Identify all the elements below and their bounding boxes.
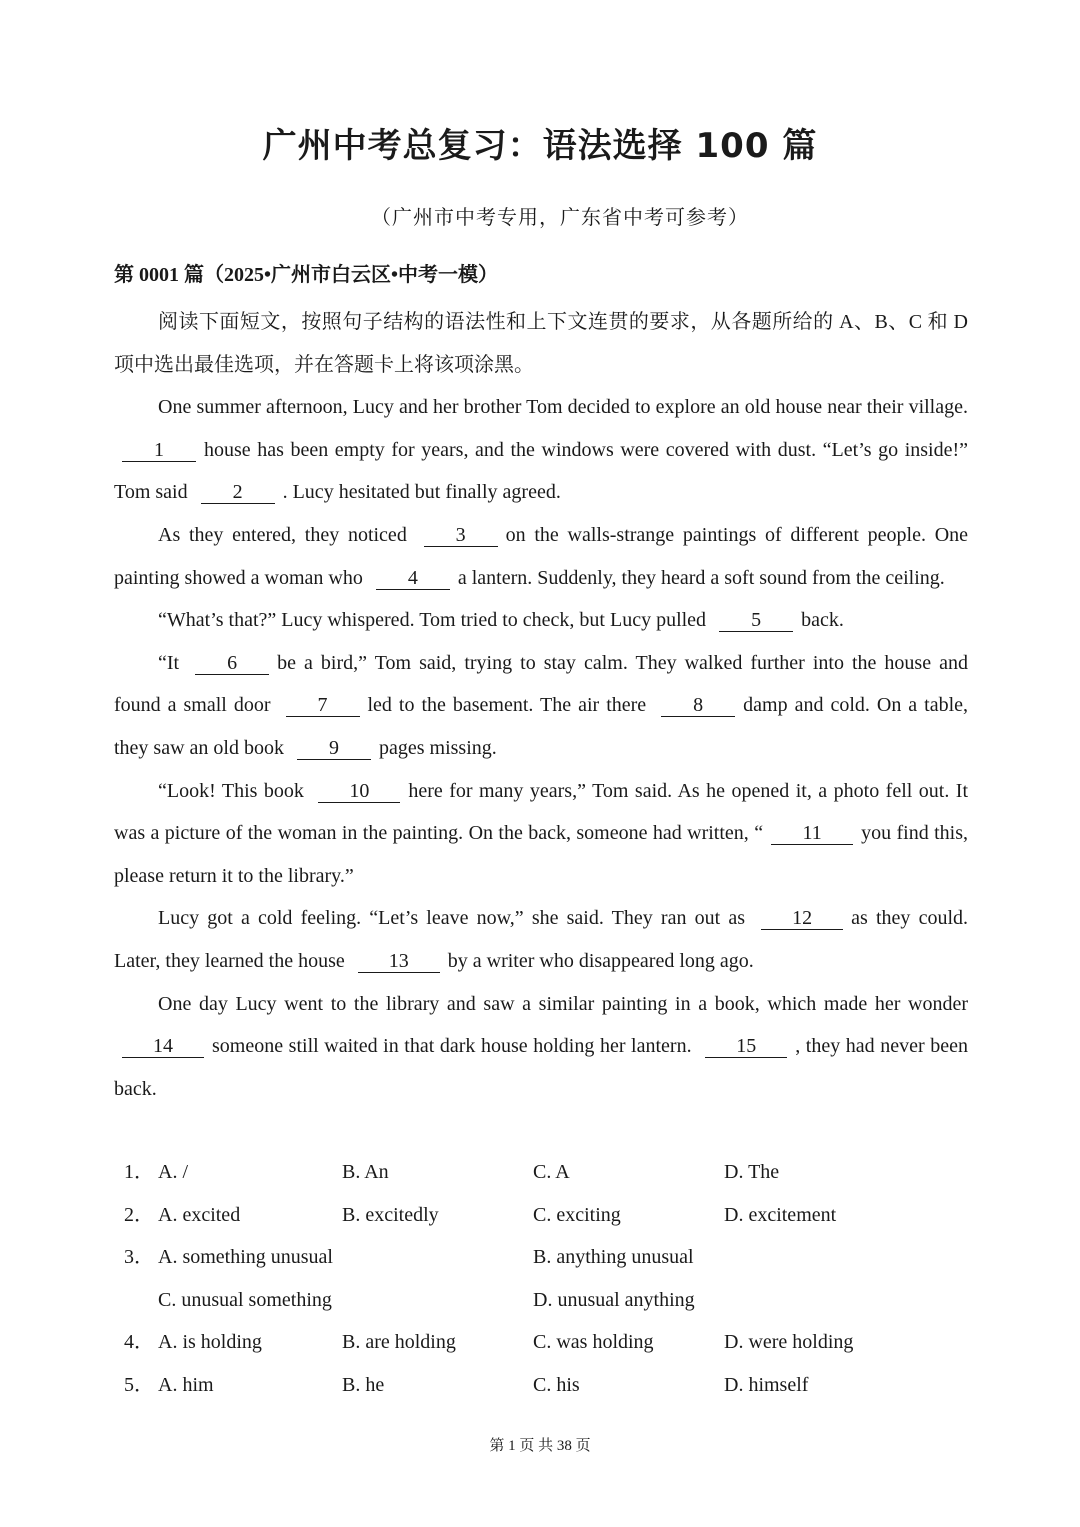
passage-paragraph xyxy=(114,642,968,770)
passage-text: damp and cold. On a table, they saw an old book xyxy=(114,694,969,759)
passage-paragraph xyxy=(114,770,968,898)
passage-text: “Look! This book xyxy=(158,779,304,802)
page-footer: 第 1 页 共 38 页 xyxy=(489,1438,591,1454)
blank-1: 1 xyxy=(122,439,196,462)
passage-text: . Lucy hesitated but finally agreed. xyxy=(282,481,561,504)
passage-text: you find this, please return it to the library.” xyxy=(114,822,968,887)
passage-text: Lucy got a cold feeling. “Let’s leave now,” she said. They ran out as xyxy=(158,907,745,930)
document-title: 广州中考总复习：语法选择 100 篇 xyxy=(262,126,818,166)
passage-paragraph xyxy=(114,514,968,599)
passage-text: One summer afternoon, Lucy and her brother Tom decided to explore an old house near their village. xyxy=(158,396,968,419)
option-a: A. / xyxy=(158,1161,188,1183)
passage-text: be a bird,” Tom said, trying to stay calm. They walked further into the house and found a small door xyxy=(114,651,968,717)
passage-text: here for many years,” Tom said. As he opened it, a photo fell out. It was a picture of the woman in the painting. On the back, someone had written, “ xyxy=(114,779,969,845)
question-number: 5． xyxy=(124,1373,154,1396)
question-number: 1． xyxy=(124,1161,154,1183)
answer-options xyxy=(124,1151,974,1407)
blank-11: 11 xyxy=(771,822,853,845)
passage-paragraph xyxy=(114,983,968,1111)
question-number: 4． xyxy=(124,1331,154,1354)
passage-text: pages missing. xyxy=(378,736,497,759)
passage-text: led to the basement. The air there xyxy=(367,694,647,717)
option-b: B. An xyxy=(342,1161,389,1183)
option-d: D. excitement xyxy=(724,1203,837,1226)
blank-13: 13 xyxy=(358,950,440,973)
option-c: C. exciting xyxy=(533,1203,621,1226)
passage-text: “It xyxy=(158,651,180,674)
option-c: C. his xyxy=(533,1373,580,1396)
option-c: C. was holding xyxy=(533,1331,654,1354)
blank-2: 2 xyxy=(201,481,275,504)
option-d: D. The xyxy=(724,1161,780,1183)
passage-body xyxy=(114,301,968,1110)
blank-10: 10 xyxy=(318,780,400,803)
option-row-1 xyxy=(124,1151,974,1194)
instructions-paragraph: 阅读下面短文，按照句子结构的语法性和上下文连贯的要求，从各题所给的 A、B、C 和 D 项中选出最佳选项，并在答题卡上将该项涂黑。 xyxy=(114,311,968,376)
passage-text: as they could. Later, they learned the house xyxy=(114,907,968,972)
blank-6: 6 xyxy=(195,652,269,675)
option-row-3-cont xyxy=(124,1279,974,1322)
passage-text: someone still waited in that dark house holding her lantern. xyxy=(212,1035,692,1058)
option-a: A. is holding xyxy=(158,1331,262,1354)
option-d: D. unusual anything xyxy=(533,1288,695,1311)
option-b: B. excitedly xyxy=(342,1203,439,1226)
option-a: A. him xyxy=(158,1373,214,1396)
question-number: 2． xyxy=(124,1203,154,1226)
passage-text: As they entered, they noticed xyxy=(158,523,407,546)
document-subtitle: （广州市中考专用，广东省中考可参考） xyxy=(371,207,749,229)
passage-text: , they had never been back. xyxy=(114,1035,969,1100)
passage-paragraph xyxy=(114,897,968,982)
passage-text: One day Lucy went to the library and saw a similar painting in a book, which made her wonder xyxy=(158,992,968,1015)
blank-5: 5 xyxy=(719,609,793,632)
option-row-3 xyxy=(124,1236,974,1279)
section-heading: 第 0001 篇（2025•广州市白云区•中考一模） xyxy=(114,264,499,286)
option-b: B. anything unusual xyxy=(533,1246,694,1269)
blank-3: 3 xyxy=(424,524,498,547)
option-b: B. he xyxy=(342,1373,385,1396)
passage-paragraph xyxy=(114,599,968,642)
blank-7: 7 xyxy=(286,694,360,717)
passage-text: “What’s that?” Lucy whispered. Tom tried to check, but Lucy pulled xyxy=(158,609,707,632)
passage-text: house has been empty for years, and the windows were covered with dust. “Let’s go inside!” Tom said xyxy=(114,438,968,504)
blank-9: 9 xyxy=(297,737,371,760)
option-row-4 xyxy=(124,1321,974,1364)
blank-8: 8 xyxy=(661,694,735,717)
option-d: D. himself xyxy=(724,1373,809,1396)
option-b: B. are holding xyxy=(342,1331,456,1354)
option-a: A. excited xyxy=(158,1203,241,1226)
blank-15: 15 xyxy=(705,1035,787,1058)
option-a: A. something unusual xyxy=(158,1246,333,1269)
blank-12: 12 xyxy=(761,907,843,930)
option-c: C. A xyxy=(533,1161,570,1183)
option-row-2 xyxy=(124,1194,974,1237)
blank-14: 14 xyxy=(122,1035,204,1058)
passage-text: by a writer who disappeared long ago. xyxy=(447,949,754,972)
blank-4: 4 xyxy=(376,567,450,590)
passage-text: on the walls-strange paintings of different people. One painting showed a woman who xyxy=(114,523,969,589)
passage-text: a lantern. Suddenly, they heard a soft sound from the ceiling. xyxy=(457,566,945,589)
option-c: C. unusual something xyxy=(158,1288,332,1311)
option-row-5 xyxy=(124,1364,974,1407)
passage-text: back. xyxy=(801,609,844,632)
passage-paragraph xyxy=(114,386,968,514)
option-d: D. were holding xyxy=(724,1331,854,1354)
question-number: 3． xyxy=(124,1246,154,1269)
